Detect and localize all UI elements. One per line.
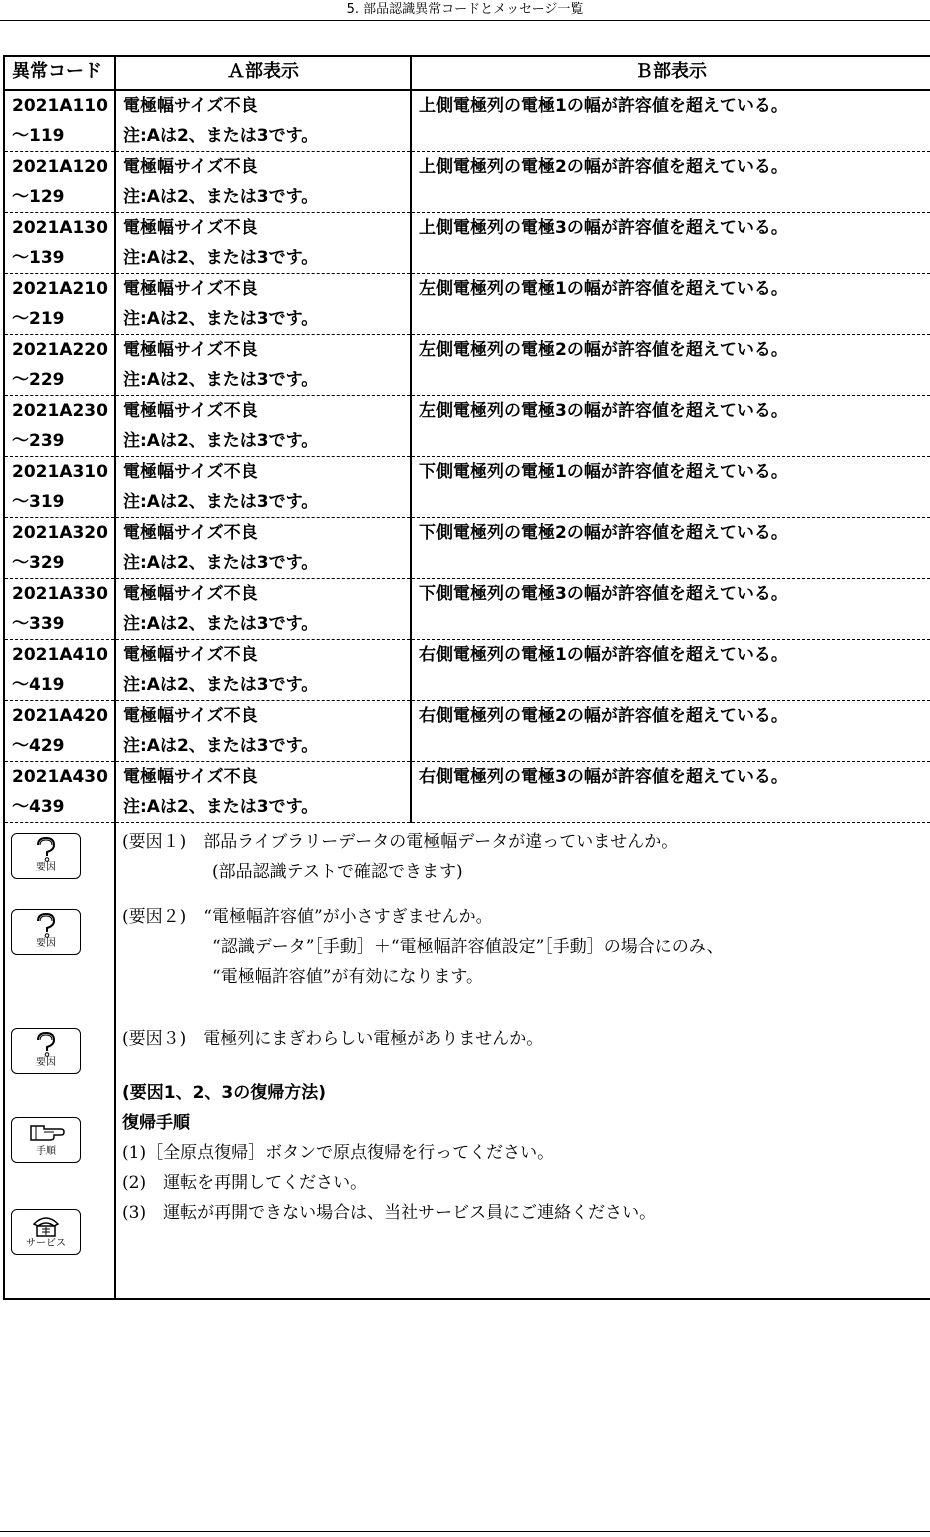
a-display-note: 注:Aは2、または3です。 (123, 492, 319, 512)
telephone-icon (26, 1212, 66, 1238)
a-display-cell (115, 457, 411, 518)
b-display-message: 左側電極列の電極3の幅が許容値を超えている。 (419, 401, 788, 421)
question-icon (26, 836, 66, 862)
recovery-title: (要因1、2、3の復帰方法) (122, 1083, 327, 1103)
error-code: 2021A310 (12, 462, 108, 482)
procedure-icon-label: 手順 (36, 1146, 56, 1157)
error-code: 2021A210 (12, 279, 108, 299)
header-b-display: Ｂ部表示 (411, 56, 930, 90)
a-display-cell (115, 640, 411, 701)
error-code-cell (4, 152, 115, 213)
table-row (4, 90, 930, 152)
a-display-message: 電極幅サイズ不良 (123, 706, 258, 726)
table-row (4, 579, 930, 640)
page-title: 5. 部品認識異常コードとメッセージ一覧 (346, 2, 584, 17)
cause-2-line-3: “電極幅許容値”が有効になります。 (212, 967, 484, 987)
b-display-cell (411, 213, 930, 274)
service-icon-label: サービス (26, 1238, 66, 1249)
error-code-cell (4, 90, 115, 152)
a-display-cell (115, 213, 411, 274)
error-code-range: ～229 (12, 370, 65, 390)
table-row (4, 701, 930, 762)
a-display-message: 電極幅サイズ不良 (123, 584, 258, 604)
error-code: 2021A410 (12, 645, 108, 665)
error-code: 2021A420 (12, 706, 108, 726)
b-display-cell (411, 640, 930, 701)
a-display-message: 電極幅サイズ不良 (123, 523, 258, 543)
error-code-range: ～339 (12, 614, 65, 634)
error-code-cell (4, 396, 115, 457)
b-display-message: 右側電極列の電極1の幅が許容値を超えている。 (419, 645, 788, 665)
procedure-title: 復帰手順 (122, 1113, 190, 1133)
error-code-range: ～219 (12, 309, 65, 329)
b-display-message: 右側電極列の電極3の幅が許容値を超えている。 (419, 767, 788, 787)
b-display-message: 右側電極列の電極2の幅が許容値を超えている。 (419, 706, 788, 726)
table-row (4, 457, 930, 518)
table-row (4, 213, 930, 274)
error-code: 2021A220 (12, 340, 108, 360)
question-icon (26, 1031, 66, 1057)
error-code-range: ～329 (12, 553, 65, 573)
a-display-message: 電極幅サイズ不良 (123, 462, 258, 482)
table-row (4, 518, 930, 579)
cause-icon-1 (11, 833, 81, 879)
b-display-cell (411, 152, 930, 213)
error-code-range: ～439 (12, 797, 65, 817)
a-display-note: 注:Aは2、または3です。 (123, 431, 319, 451)
procedure-step-2: (2) 運転を再開してください。 (122, 1173, 368, 1193)
error-code-cell (4, 579, 115, 640)
a-display-message: 電極幅サイズ不良 (123, 645, 258, 665)
a-display-cell (115, 396, 411, 457)
icon-column (4, 823, 115, 1300)
b-display-message: 上側電極列の電極3の幅が許容値を超えている。 (419, 218, 788, 238)
a-display-message: 電極幅サイズ不良 (123, 218, 258, 238)
b-display-message: 上側電極列の電極2の幅が許容値を超えている。 (419, 157, 788, 177)
cause-row (4, 823, 930, 1300)
error-code-cell (4, 762, 115, 823)
error-code-range: ～319 (12, 492, 65, 512)
table-row (4, 640, 930, 701)
error-code-cell (4, 518, 115, 579)
b-display-cell (411, 396, 930, 457)
error-code: 2021A330 (12, 584, 108, 604)
cause-icon-3 (11, 1028, 81, 1074)
error-code-range: ～429 (12, 736, 65, 756)
b-display-cell (411, 762, 930, 823)
header-a-display: Ａ部表示 (115, 56, 411, 90)
page-header (0, 0, 930, 21)
table-row (4, 274, 930, 335)
error-code-table (3, 55, 930, 1300)
error-code-cell (4, 457, 115, 518)
a-display-note: 注:Aは2、または3です。 (123, 736, 319, 756)
error-code-range: ～419 (12, 675, 65, 695)
a-display-message: 電極幅サイズ不良 (123, 96, 258, 116)
service-icon (11, 1209, 81, 1255)
a-display-cell (115, 518, 411, 579)
b-display-cell (411, 518, 930, 579)
cause-2-line-2: “認識データ”［手動］＋“電極幅許容値設定”［手動］の場合にのみ、 (212, 937, 724, 957)
b-display-cell (411, 90, 930, 152)
a-display-cell (115, 579, 411, 640)
b-display-message: 左側電極列の電極1の幅が許容値を超えている。 (419, 279, 788, 299)
b-display-cell (411, 335, 930, 396)
a-display-cell (115, 335, 411, 396)
a-display-note: 注:Aは2、または3です。 (123, 614, 319, 634)
a-display-message: 電極幅サイズ不良 (123, 157, 258, 177)
procedure-step-1: (1)［全原点復帰］ボタンで原点復帰を行ってください。 (122, 1143, 555, 1163)
a-display-note: 注:Aは2、または3です。 (123, 309, 319, 329)
error-code-range: ～119 (12, 126, 65, 146)
error-code-range: ～139 (12, 248, 65, 268)
a-display-cell (115, 274, 411, 335)
error-code-cell (4, 701, 115, 762)
b-display-cell (411, 701, 930, 762)
error-code: 2021A110 (12, 96, 108, 116)
b-display-cell (411, 579, 930, 640)
procedure-step-3: (3) 運転が再開できない場合は、当社サービス員にご連絡ください。 (122, 1203, 657, 1223)
cause-1-line-1: (要因１) 部品ライブラリーデータの電極幅データが違っていませんか。 (122, 832, 679, 852)
b-display-cell (411, 457, 930, 518)
table-row (4, 396, 930, 457)
cause-1-line-2: (部品認識テストで確認できます) (212, 862, 463, 882)
a-display-message: 電極幅サイズ不良 (123, 279, 258, 299)
a-display-message: 電極幅サイズ不良 (123, 340, 258, 360)
b-display-message: 左側電極列の電極2の幅が許容値を超えている。 (419, 340, 788, 360)
table-header-row (4, 56, 930, 90)
header-code: 異常コード (4, 56, 115, 90)
cause-icon-2 (11, 909, 81, 955)
error-code: 2021A430 (12, 767, 108, 787)
question-icon (26, 912, 66, 938)
b-display-message: 下側電極列の電極2の幅が許容値を超えている。 (419, 523, 788, 543)
cause-icon-label: 要因 (36, 1057, 56, 1068)
error-code: 2021A230 (12, 401, 108, 421)
b-display-message: 下側電極列の電極3の幅が許容値を超えている。 (419, 584, 788, 604)
error-code: 2021A120 (12, 157, 108, 177)
error-code-cell (4, 274, 115, 335)
b-display-cell (411, 274, 930, 335)
a-display-note: 注:Aは2、または3です。 (123, 187, 319, 207)
error-code-range: ～239 (12, 431, 65, 451)
error-code: 2021A130 (12, 218, 108, 238)
error-code: 2021A320 (12, 523, 108, 543)
a-display-cell (115, 152, 411, 213)
error-code-cell (4, 335, 115, 396)
procedure-icon (11, 1117, 81, 1163)
cause-description (115, 823, 930, 1300)
cause-2-line-1: (要因２) “電極幅許容値”が小さすぎませんか。 (122, 907, 493, 927)
cause-icon-label: 要因 (36, 862, 56, 873)
a-display-message: 電極幅サイズ不良 (123, 767, 258, 787)
a-display-note: 注:Aは2、または3です。 (123, 675, 319, 695)
b-display-message: 下側電極列の電極1の幅が許容値を超えている。 (419, 462, 788, 482)
a-display-cell (115, 762, 411, 823)
footer-rule (0, 1531, 930, 1532)
a-display-note: 注:Aは2、または3です。 (123, 248, 319, 268)
a-display-note: 注:Aは2、または3です。 (123, 797, 319, 817)
a-display-cell (115, 701, 411, 762)
error-code-cell (4, 213, 115, 274)
b-display-message: 上側電極列の電極1の幅が許容値を超えている。 (419, 96, 788, 116)
cause-3-line-1: (要因３) 電極列にまぎわらしい電極がありませんか。 (122, 1029, 544, 1049)
table-row (4, 152, 930, 213)
a-display-note: 注:Aは2、または3です。 (123, 370, 319, 390)
cause-icon-label: 要因 (36, 938, 56, 949)
a-display-cell (115, 90, 411, 152)
error-code-cell (4, 640, 115, 701)
pointing-hand-icon (26, 1120, 66, 1146)
table-row (4, 335, 930, 396)
a-display-note: 注:Aは2、または3です。 (123, 126, 319, 146)
error-code-range: ～129 (12, 187, 65, 207)
a-display-note: 注:Aは2、または3です。 (123, 553, 319, 573)
a-display-message: 電極幅サイズ不良 (123, 401, 258, 421)
table-row (4, 762, 930, 823)
